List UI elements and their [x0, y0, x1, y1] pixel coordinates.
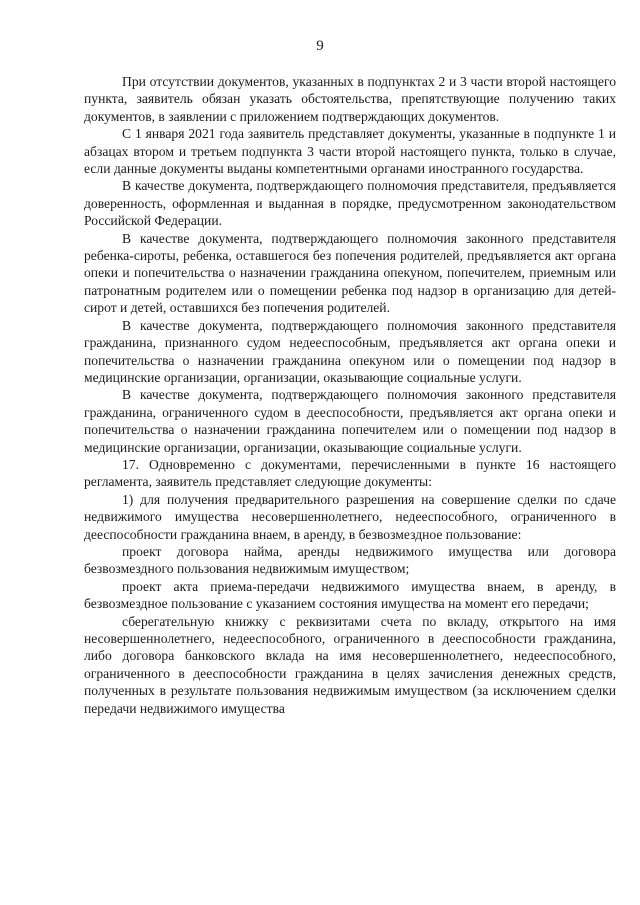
- paragraph-transfer-act-draft: проект акта приема-передачи недвижимого имущества внаем, в аренду, в безвозмездное пользование с указанием состояния имущества на момент его передачи;: [84, 578, 616, 612]
- paragraph-section-17: 17. Одновременно с документами, перечисленными в пункте 16 настоящего регламента, заявитель представляет следующие документы:: [84, 456, 616, 490]
- paragraph-limited-capacity-representative: В качестве документа, подтверждающего полномочия законного представителя гражданина, ограниченного судом в дееспособности, предъявляется акт органа опеки и попечительства о назначении гражданина попечителем или о помещении под надзор в медицинские организации, организации, оказывающие социальные услуги.: [84, 387, 616, 455]
- paragraph-incapable-legal-representative: В качестве документа, подтверждающего полномочия законного представителя гражданина, признанного судом недееспособным, предъявляется акт органа опеки и попечительства о назначении гражданина опекуном или о помещении под надзор в медицинские организации, организации, оказывающие социальные услуги.: [84, 317, 616, 385]
- paragraph-foreign-documents: С 1 января 2021 года заявитель представляет документы, указанные в подпункте 1 и абзацах втором и третьем подпункта 3 части второй настоящего пункта, только в случае, если данные документы выданы компетентными органами иностранного государства.: [84, 126, 616, 177]
- page-number: 9: [316, 38, 324, 54]
- paragraph-missing-documents: При отсутствии документов, указанных в подпунктах 2 и 3 части второй настоящего пункта, заявитель обязан указать обстоятельства, препятствующие получению таких документов, в заявлении с приложением подтверждающих документов.: [84, 74, 616, 124]
- paragraph-lease-contract-draft: проект договора найма, аренды недвижимого имущества или договора безвозмездного пользования недвижимым имуществом;: [84, 543, 616, 577]
- paragraph-representative-power-of-attorney: В качестве документа, подтверждающего полномочия представителя, предъявляется доверенность, оформленная и выданная в порядке, предусмотренном законодательством Российской Федерации.: [84, 178, 616, 229]
- paragraph-item-1-lease-permission: 1) для получения предварительного разрешения на совершение сделки по сдаче недвижимого имущества несовершеннолетнего, недееспособного, ограниченного в дееспособности гражданина внаем, в аренду, в безвозмездное пользование:: [84, 491, 616, 542]
- paragraph-savings-book: сберегательную книжку с реквизитами счета по вкладу, открытого на имя несовершеннолетнего, недееспособного, ограниченного в дееспособности гражданина, либо договора банковского вклада на имя несовершеннолетнего, недееспособного, ограниченного в дееспособности гражданина в целях зачисления денежных средств, полученных в результате пользования недвижимым имуществом (за исключением сделки передачи недвижимого имущества: [84, 613, 616, 716]
- document-body: [84, 73, 616, 717]
- paragraph-orphan-legal-representative: В качестве документа, подтверждающего полномочия законного представителя ребенка-сироты, ребенка, оставшегося без попечения родителей, предъявляется акт органа опеки и попечительства о назначении гражданина опекуном, попечителем, приемным или патронатным родителем или о помещении ребенка под надзор в организацию для детей-сирот и детей, оставшихся без попечения родителей.: [84, 230, 616, 316]
